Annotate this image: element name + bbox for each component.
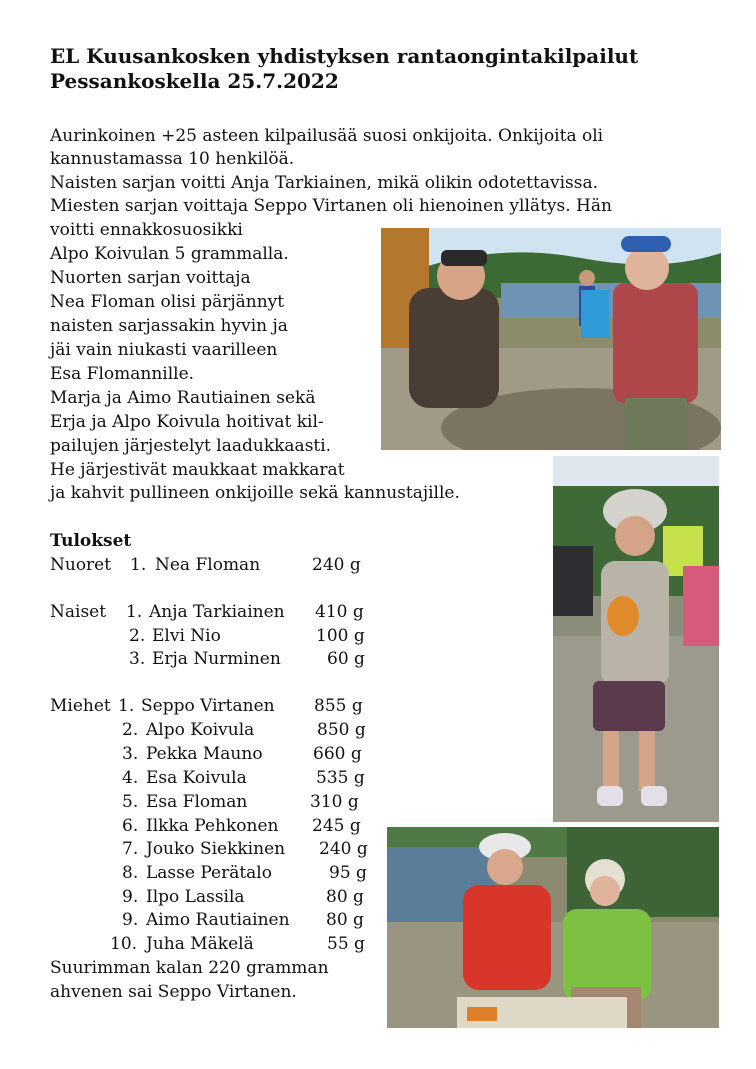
body-line: He järjestivät maukkaat makkarat: [50, 460, 345, 480]
result-place: 1.: [118, 696, 135, 716]
result-weight: 55 g: [327, 934, 365, 954]
result-name: Jouko Siekkinen: [146, 839, 286, 859]
result-name: Erja Nurminen: [152, 649, 281, 669]
result-name: Esa Floman: [146, 792, 248, 812]
result-place: 10.: [110, 934, 138, 954]
result-place: 5.: [122, 792, 139, 812]
footer-line: ahvenen sai Seppo Virtanen.: [50, 982, 297, 1002]
photo-organizers: [387, 827, 719, 1028]
result-weight: 80 g: [326, 887, 364, 907]
result-weight: 95 g: [329, 863, 367, 883]
result-place: 3.: [129, 649, 146, 669]
result-place: 9.: [122, 910, 139, 930]
result-weight: 660 g: [313, 744, 362, 764]
result-place: 4.: [122, 768, 139, 788]
result-place: 2.: [129, 626, 146, 646]
result-place: 8.: [122, 863, 139, 883]
result-name: Ilpo Lassila: [146, 887, 245, 907]
result-weight: 850 g: [317, 720, 366, 740]
title-line-1: EL Kuusankosken yhdistyksen rantaongintakilpailut: [50, 44, 639, 68]
result-name: Nea Floman: [155, 555, 261, 575]
body-line: naisten sarjassakin hyvin ja: [50, 316, 288, 336]
result-place: 6.: [122, 816, 139, 836]
result-weight: 80 g: [326, 910, 364, 930]
result-place: 2.: [122, 720, 139, 740]
body-line: Miesten sarjan voittaja Seppo Virtanen oli hienoinen yllätys. Hän: [50, 196, 612, 216]
result-name: Juha Mäkelä: [146, 934, 254, 954]
category-label-miehet: Miehet: [50, 696, 111, 716]
result-name: Aimo Rautiainen: [146, 910, 290, 930]
result-weight: 535 g: [316, 768, 365, 788]
result-place: 1.: [126, 602, 143, 622]
result-name: Seppo Virtanen: [141, 696, 275, 716]
body-line: Naisten sarjan voitti Anja Tarkiainen, mikä olikin odotettavissa.: [50, 173, 599, 193]
page-title: [50, 44, 740, 94]
result-weight: 100 g: [316, 626, 365, 646]
result-name: Lasse Perätalo: [146, 863, 272, 883]
result-place: 3.: [122, 744, 139, 764]
body-line: Esa Flomannille.: [50, 364, 195, 384]
body-line: Marja ja Aimo Rautiainen sekä: [50, 388, 316, 408]
result-weight: 60 g: [327, 649, 365, 669]
body-line: Aurinkoinen +25 asteen kilpailusää suosi onkijoita. Onkijoita oli: [50, 126, 604, 146]
body-line: ja kahvit pullineen onkijoille sekä kannustajille.: [50, 483, 460, 503]
body-line: voitti ennakkosuosikki: [50, 220, 243, 240]
results-heading: Tulokset: [50, 531, 132, 551]
body-line: kannustamassa 10 henkilöä.: [50, 149, 295, 169]
result-name: Esa Koivula: [146, 768, 247, 788]
category-label-naiset: Naiset: [50, 602, 107, 622]
result-place: 7.: [122, 839, 139, 859]
result-weight: 310 g: [310, 792, 359, 812]
body-line: Alpo Koivulan 5 grammalla.: [50, 244, 289, 264]
body-line: Erja ja Alpo Koivula hoitivat kil-: [50, 412, 324, 432]
body-line: Nea Floman olisi pärjännyt: [50, 292, 285, 312]
result-weight: 855 g: [314, 696, 363, 716]
photo-girl-with-hat: [553, 456, 719, 822]
body-line: pailujen järjestelyt laadukkaasti.: [50, 436, 332, 456]
body-line: Nuorten sarjan voittaja: [50, 268, 251, 288]
result-name: Anja Tarkiainen: [149, 602, 285, 622]
result-weight: 245 g: [312, 816, 361, 836]
footer-line: Suurimman kalan 220 gramman: [50, 958, 329, 978]
result-name: Elvi Nio: [152, 626, 221, 646]
result-place: 1.: [130, 555, 147, 575]
result-weight: 240 g: [312, 555, 361, 575]
result-place: 9.: [122, 887, 139, 907]
result-name: Pekka Mauno: [146, 744, 263, 764]
title-line-2: Pessankoskella 25.7.2022: [50, 69, 339, 93]
result-weight: 240 g: [319, 839, 368, 859]
result-name: Ilkka Pehkonen: [146, 816, 279, 836]
result-name: Alpo Koivula: [146, 720, 255, 740]
body-line: jäi vain niukasti vaarilleen: [50, 340, 278, 360]
category-label-nuoret: Nuoret: [50, 555, 112, 575]
photo-lakeside-group: [381, 228, 721, 450]
result-weight: 410 g: [315, 602, 364, 622]
